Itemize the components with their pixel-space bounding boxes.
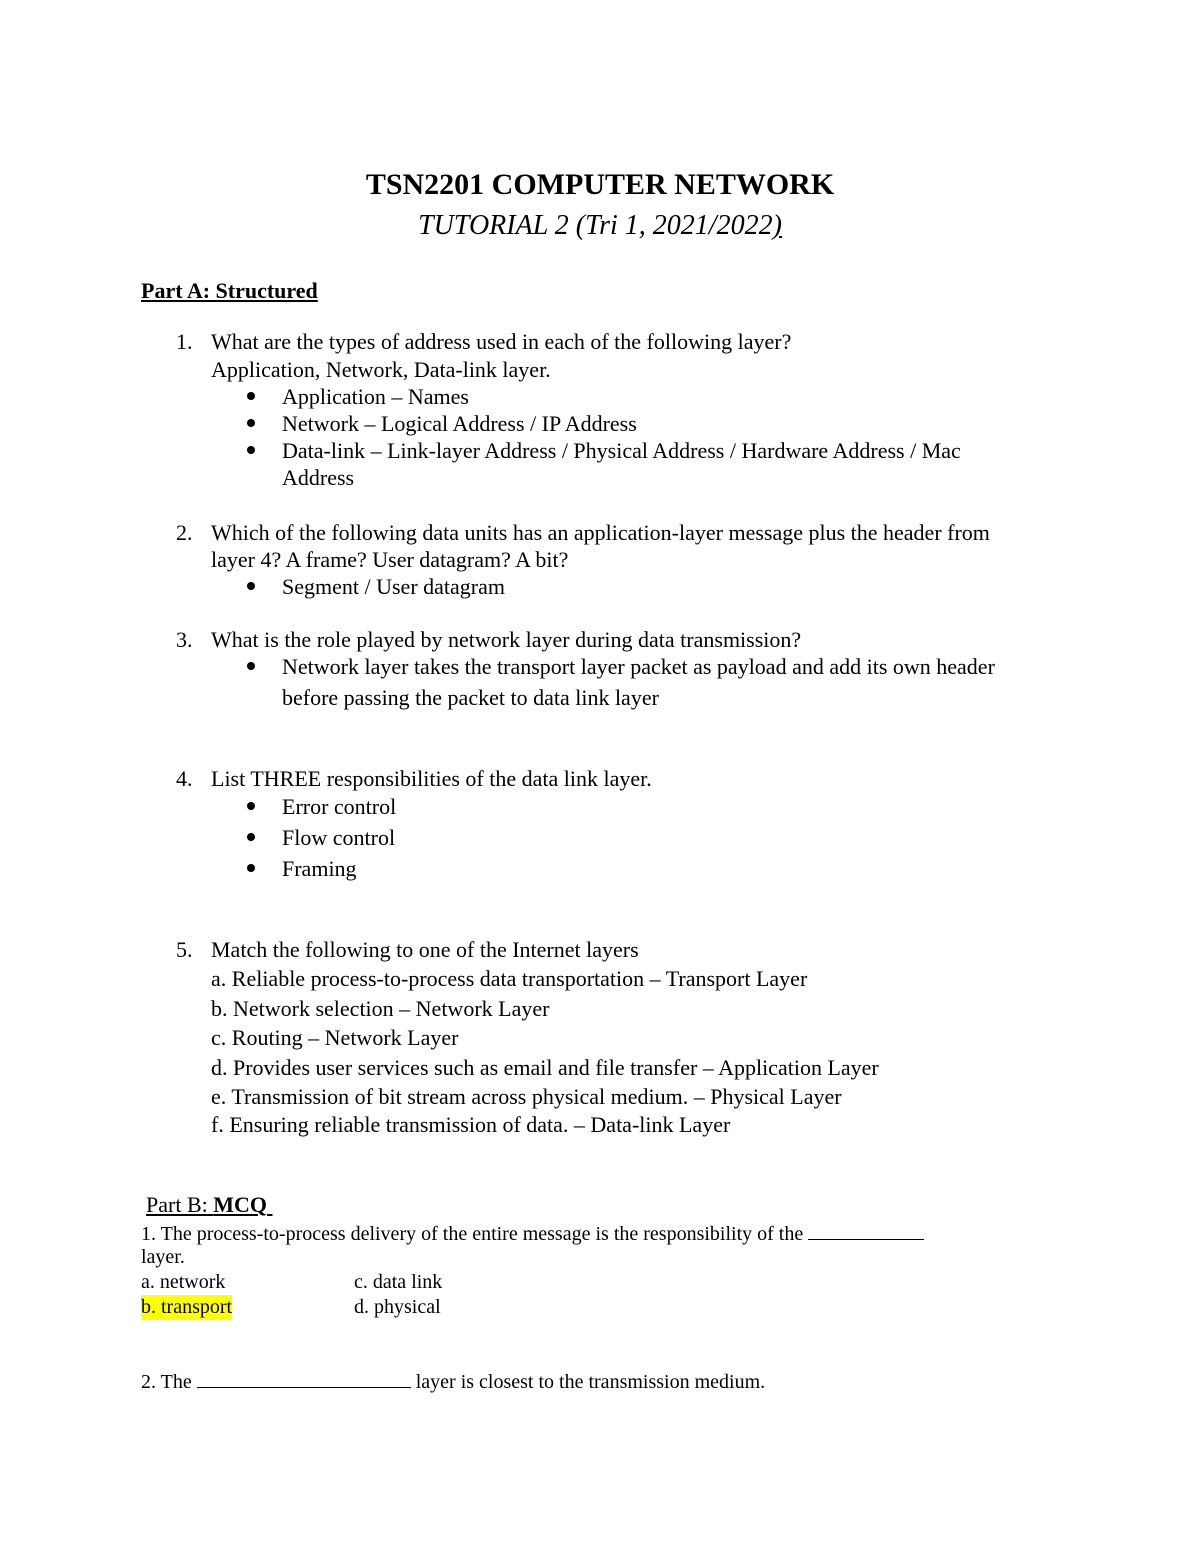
part-b-heading-prefix: Part B: bbox=[146, 1192, 214, 1217]
q5-item-a: a. Reliable process-to-process data transportation – Transport Layer bbox=[211, 966, 808, 991]
q5-item-f: f. Ensuring reliable transmission of data. – Data-link Layer bbox=[211, 1112, 731, 1137]
mcq1-question: 1. The process-to-process delivery of the entire message is the responsibility of the bbox=[141, 1223, 804, 1245]
q3-answer: Network layer takes the transport layer packet as payload and add its own header bbox=[282, 654, 995, 679]
answer-blank bbox=[197, 1369, 411, 1388]
mcq1-text-line2: layer. bbox=[141, 1246, 185, 1268]
q3-text: What is the role played by network layer during data transmission? bbox=[211, 627, 802, 652]
mcq2-suffix: layer is closest to the transmission medium. bbox=[415, 1371, 766, 1393]
q4-answer-error-control: Error control bbox=[282, 794, 397, 819]
q1-text: What are the types of address used in each of the following layer? bbox=[211, 329, 792, 354]
q5-text: Match the following to one of the Internet layers bbox=[211, 937, 639, 962]
q1-number: 1. bbox=[176, 329, 193, 354]
q5-item-d: d. Provides user services such as email and file transfer – Application Layer bbox=[211, 1055, 879, 1080]
subtitle-paren: ) bbox=[772, 210, 782, 241]
answer-blank bbox=[808, 1221, 924, 1240]
q5-number: 5. bbox=[176, 937, 193, 962]
bullet-icon bbox=[247, 446, 255, 454]
q1-answer-application: Application – Names bbox=[282, 384, 469, 409]
q4-answer-framing: Framing bbox=[282, 856, 357, 881]
q1-answer-datalink-cont: Address bbox=[282, 465, 355, 490]
mcq1-option-d: d. physical bbox=[354, 1296, 441, 1318]
document-title: TSN2201 COMPUTER NETWORK bbox=[365, 168, 835, 201]
part-b-heading bbox=[146, 1191, 273, 1219]
mcq2-text bbox=[141, 1369, 765, 1395]
q4-number: 4. bbox=[176, 766, 193, 791]
bullet-icon bbox=[247, 662, 255, 670]
bullet-icon bbox=[247, 582, 255, 590]
mcq1-option-b-correct: b. transport bbox=[141, 1296, 233, 1318]
bullet-icon bbox=[247, 864, 255, 872]
bullet-icon bbox=[247, 833, 255, 841]
mcq1-option-c: c. data link bbox=[354, 1271, 443, 1293]
q5-item-c: c. Routing – Network Layer bbox=[211, 1025, 459, 1050]
q3-answer-cont: before passing the packet to data link layer bbox=[282, 685, 659, 710]
bullet-icon bbox=[247, 392, 255, 400]
document-subtitle bbox=[0, 210, 1200, 242]
q4-answer-flow-control: Flow control bbox=[282, 825, 396, 850]
q5-item-e: e. Transmission of bit stream across physical medium. – Physical Layer bbox=[211, 1084, 842, 1109]
q1-text-line2: Application, Network, Data-link layer. bbox=[211, 357, 551, 382]
q2-answer: Segment / User datagram bbox=[282, 574, 505, 599]
part-b-heading-mcq: MCQ bbox=[213, 1192, 267, 1217]
q3-number: 3. bbox=[176, 627, 193, 652]
mcq2-prefix: 2. The bbox=[141, 1371, 192, 1393]
mcq1-text bbox=[141, 1221, 924, 1247]
q2-text-line2: layer 4? A frame? User datagram? A bit? bbox=[211, 547, 569, 572]
mcq1-option-a: a. network bbox=[141, 1271, 226, 1293]
q5-item-b: b. Network selection – Network Layer bbox=[211, 996, 550, 1021]
bullet-icon bbox=[247, 802, 255, 810]
q2-number: 2. bbox=[176, 520, 193, 545]
part-a-heading: Part A: Structured bbox=[141, 278, 318, 303]
q4-text: List THREE responsibilities of the data link layer. bbox=[211, 766, 652, 791]
q2-text: Which of the following data units has an application-layer message plus the header from bbox=[211, 520, 990, 545]
subtitle-text: TUTORIAL 2 (Tri 1, 2021/2022 bbox=[418, 210, 773, 241]
bullet-icon bbox=[247, 419, 255, 427]
q1-answer-network: Network – Logical Address / IP Address bbox=[282, 411, 637, 436]
q1-answer-datalink: Data-link – Link-layer Address / Physical Address / Hardware Address / Mac bbox=[282, 438, 961, 463]
